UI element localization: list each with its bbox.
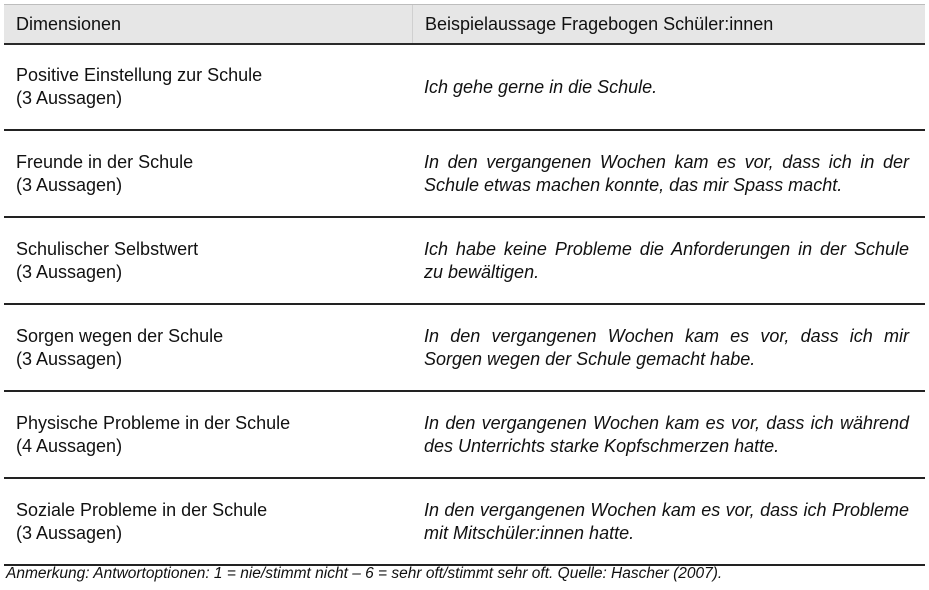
dimension-name: Schulischer Selbstwert <box>16 238 199 259</box>
example-statement: In den vergangenen Wochen kam es vor, dass ich in der Schule etwas machen konnte, das mir Spass macht. <box>424 151 909 195</box>
dimensions-table <box>4 4 925 566</box>
statement-count: (3 Aussagen) <box>16 261 123 282</box>
table-row <box>4 218 925 305</box>
dimension-name: Freunde in der Schule <box>16 151 194 172</box>
dimension-cell <box>4 218 412 303</box>
example-statement: In den vergangenen Wochen kam es vor, dass ich während des Unterrichts starke Kopfschmerzen hatte. <box>424 412 909 456</box>
dimension-cell <box>4 392 412 477</box>
example-statement: Ich habe keine Probleme die Anforderungen in der Schule zu bewältigen. <box>424 238 909 282</box>
dimension-name: Sorgen wegen der Schule <box>16 325 224 346</box>
statement-count: (3 Aussagen) <box>16 88 123 108</box>
dimension-name: Physische Probleme in der Schule <box>16 412 291 433</box>
table-row <box>4 305 925 392</box>
table-row <box>4 479 925 566</box>
table-row <box>4 392 925 479</box>
dimension-cell <box>4 479 412 564</box>
dimension-name: Soziale Probleme in der Schule <box>16 499 268 520</box>
table-row <box>4 131 925 218</box>
statement-count: (4 Aussagen) <box>16 435 123 456</box>
statement-count: (3 Aussagen) <box>16 174 123 195</box>
example-statement: In den vergangenen Wochen kam es vor, dass ich mir Sorgen wegen der Schule gemacht habe. <box>424 325 909 369</box>
dimension-cell <box>4 131 412 216</box>
statement-count: (3 Aussagen) <box>16 522 123 543</box>
statement-count: (3 Aussagen) <box>16 348 123 369</box>
example-statement: Ich gehe gerne in die Schule. <box>424 76 658 97</box>
example-statement: In den vergangenen Wochen kam es vor, dass ich Probleme mit Mitschüler:innen hatte. <box>424 499 909 543</box>
dimension-cell <box>4 45 412 129</box>
table-note: Anmerkung: Antwortoptionen: 1 = nie/stimmt nicht – 6 = sehr oft/stimmt sehr oft. Quelle: Hascher (2007). <box>6 565 723 582</box>
header-dimension: Dimensionen <box>16 13 122 34</box>
table-header <box>4 4 925 45</box>
dimension-cell <box>4 305 412 390</box>
dimension-name: Positive Einstellung zur Schule <box>16 65 263 85</box>
table-row <box>4 45 925 131</box>
header-example: Beispielaussage Fragebogen Schüler:innen <box>412 5 925 43</box>
